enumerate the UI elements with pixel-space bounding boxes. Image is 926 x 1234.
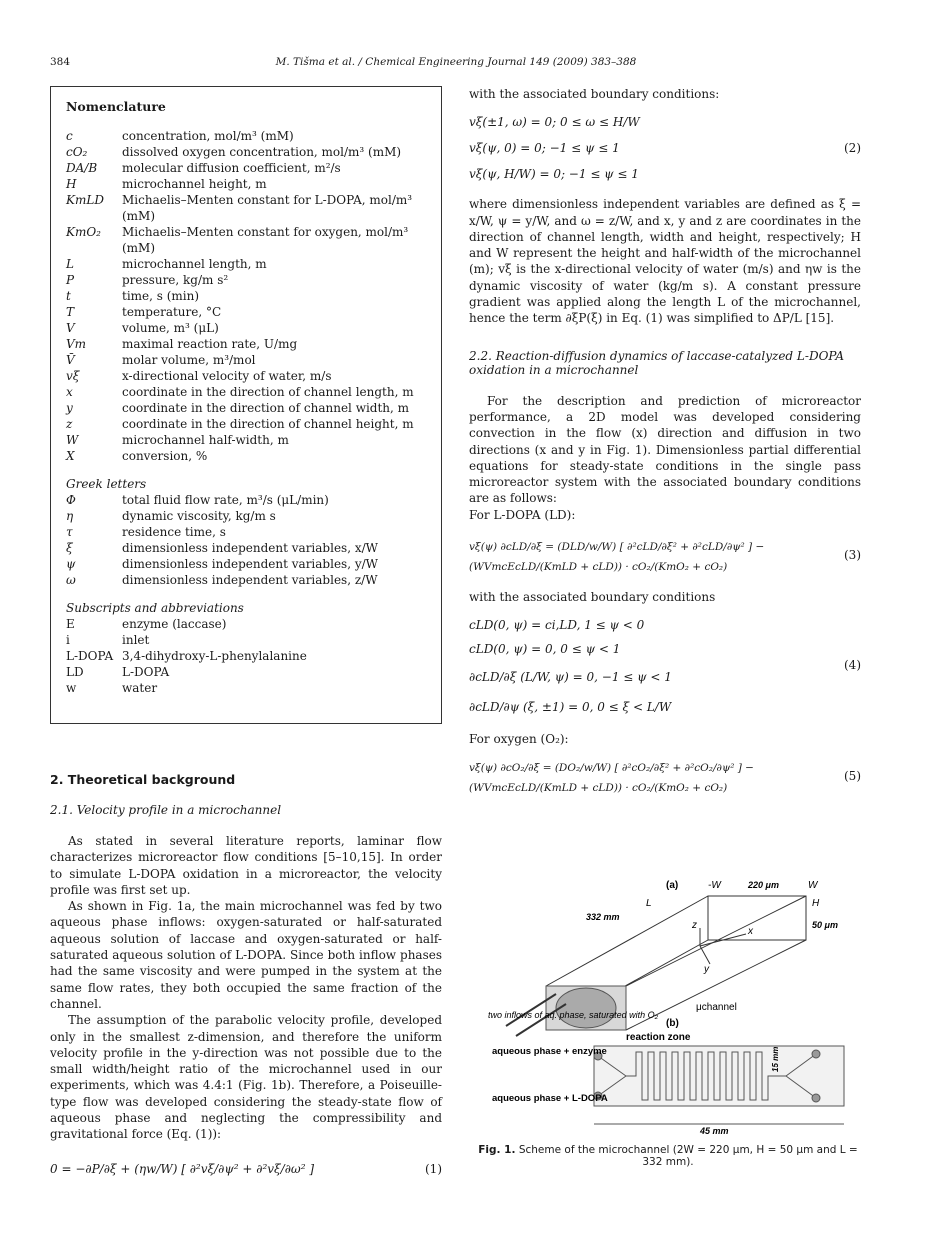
subscripts-title: Subscripts and abbreviations bbox=[66, 601, 244, 615]
nomenclature-row bbox=[66, 256, 427, 272]
nomenclature-row bbox=[66, 192, 427, 224]
equation-1 bbox=[50, 1159, 442, 1179]
definition: time, s (min) bbox=[122, 289, 200, 303]
symbol: P bbox=[66, 273, 75, 287]
definition: 3,4-dihydroxy-L-phenylalanine bbox=[122, 649, 307, 663]
symbol: LD bbox=[66, 665, 84, 679]
definition: conversion, % bbox=[122, 449, 208, 463]
equation-number: (1) bbox=[425, 1161, 442, 1176]
definition: microchannel length, m bbox=[122, 257, 267, 271]
definition: microchannel height, m bbox=[122, 177, 267, 191]
definition: volume, m³ (μL) bbox=[122, 321, 219, 335]
definition: enzyme (laccase) bbox=[122, 617, 227, 631]
nomenclature-row bbox=[66, 632, 427, 648]
channel-edge bbox=[626, 896, 806, 986]
nomenclature-row bbox=[66, 160, 427, 176]
symbol: T bbox=[66, 305, 75, 319]
definition: coordinate in the direction of channel length, m bbox=[122, 385, 414, 399]
outlet-port bbox=[812, 1050, 820, 1058]
paragraph: For the description and prediction of microreactor performance, a 2D model was developed considering convection in the flow (x) direction and diffusion in two directions (x and y in Fig. 1). Dimensionless partial differential equations for steady-state conditions in the single pass microreactor system with the associated boundary conditions are as follows: bbox=[469, 393, 861, 506]
y-label: y bbox=[704, 964, 709, 975]
equation-line: ∂cLD/∂ψ (ξ, ±1) = 0, 0 ≤ ξ < L/W bbox=[469, 700, 672, 715]
page-header bbox=[50, 56, 862, 70]
equation-2 bbox=[469, 112, 861, 184]
label-b: (b) bbox=[666, 1018, 679, 1029]
figure-label: Fig. 1. bbox=[478, 1144, 516, 1156]
figure-caption-text: Scheme of the microchannel (2W = 220 μm, H = 50 μm and L = 332 mm). bbox=[518, 1144, 858, 1168]
nomenclature-row bbox=[66, 288, 427, 304]
length-label: 332 mm bbox=[586, 912, 620, 922]
nomenclature-row bbox=[66, 680, 427, 696]
nomenclature-row bbox=[66, 320, 427, 336]
equation-line: cLD(0, ψ) = ci,LD, 1 ≤ ψ < 0 bbox=[469, 618, 645, 633]
symbol: ω bbox=[66, 573, 76, 587]
symbol: cO₂ bbox=[66, 145, 88, 159]
paragraph: As stated in several literature reports, laminar flow characterizes microreactor flow conditions [5–10,15]. In order to simulate L-DOPA oxidation in a microreactor, the velocity profile was first set up. bbox=[50, 834, 442, 897]
aq-ldopa-label: aqueous phase + L-DOPA bbox=[492, 1093, 608, 1104]
symbol: X bbox=[66, 449, 75, 463]
symbol: x bbox=[66, 385, 73, 399]
definition: L-DOPA bbox=[122, 665, 170, 679]
nomenclature-row bbox=[66, 272, 427, 288]
definition: temperature, °C bbox=[122, 305, 222, 319]
definition: maximal reaction rate, U/mg bbox=[122, 337, 298, 351]
greek-letters-list bbox=[66, 492, 427, 588]
y-axis bbox=[700, 946, 710, 964]
nomenclature-row bbox=[66, 508, 427, 524]
definition: coordinate in the direction of channel width, m bbox=[122, 401, 410, 415]
nomenclature-row bbox=[66, 648, 427, 664]
symbol: KmO₂ bbox=[66, 225, 101, 239]
equation-line: vξ(ψ, H/W) = 0; −1 ≤ ψ ≤ 1 bbox=[469, 167, 639, 182]
inflows-label bbox=[488, 1010, 659, 1020]
nomenclature-row bbox=[66, 556, 427, 572]
symbol: ψ bbox=[66, 557, 76, 571]
nomenclature-row bbox=[66, 664, 427, 680]
equation-3 bbox=[469, 537, 861, 577]
nomenclature-row bbox=[66, 224, 427, 256]
equation-body: vξ(ψ) ∂cLD/∂ξ = (DLD/w/W) [ ∂²cLD/∂ξ² + ∂²cLD/∂ψ² ] − (WVmcEcLD/(KmLD + cLD)) · cO₂/(KmO₂ + cO₂) bbox=[469, 541, 765, 574]
channel-end-face bbox=[708, 896, 806, 940]
symbol: L-DOPA bbox=[66, 649, 114, 663]
definition: dynamic viscosity, kg/m s bbox=[122, 509, 276, 523]
x-label: x bbox=[748, 926, 753, 937]
subscripts-list bbox=[66, 616, 427, 696]
figure-caption bbox=[478, 1144, 858, 1168]
definition: Michaelis–Menten constant for oxygen, mol/m³ (mM) bbox=[122, 225, 409, 255]
equation-number: (3) bbox=[844, 548, 861, 563]
definition: dissolved oxygen concentration, mol/m³ (mM) bbox=[122, 145, 402, 159]
nomenclature-row bbox=[66, 352, 427, 368]
definition: residence time, s bbox=[122, 525, 226, 539]
left-column bbox=[50, 86, 442, 1179]
subsection-title: 2.2. Reaction-diffusion dynamics of laccase-catalyzed L-DOPA oxidation in a microchannel bbox=[469, 348, 845, 377]
equation-line: ∂cLD/∂ξ (L/W, ψ) = 0, −1 ≤ ψ < 1 bbox=[469, 670, 672, 685]
channel-edge bbox=[546, 896, 708, 986]
nomenclature-row bbox=[66, 304, 427, 320]
nomenclature-row bbox=[66, 524, 427, 540]
uchannel-label: μchannel bbox=[696, 1002, 737, 1013]
symbol: i bbox=[66, 633, 70, 647]
nomenclature-row bbox=[66, 400, 427, 416]
nomenclature-row bbox=[66, 416, 427, 432]
parabolic-profile bbox=[556, 988, 616, 1028]
nomenclature-title: Nomenclature bbox=[66, 99, 166, 114]
nomenclature-row bbox=[66, 492, 427, 508]
width-label: 220 μm bbox=[748, 880, 779, 890]
equation-body: 0 = −∂P/∂ξ + (ηw/W) [ ∂²vξ/∂ψ² + ∂²vξ/∂ω² ] bbox=[50, 1161, 315, 1176]
symbol: V̄ bbox=[66, 353, 75, 367]
nomenclature-row bbox=[66, 448, 427, 464]
symbol: t bbox=[66, 289, 71, 303]
nomenclature-row bbox=[66, 144, 427, 160]
greek-letters-title: Greek letters bbox=[66, 477, 147, 491]
nomenclature-box bbox=[50, 86, 442, 724]
dim-15-label: 15 mm bbox=[771, 1046, 780, 1072]
symbol: DA/B bbox=[66, 161, 98, 175]
nomenclature-row bbox=[66, 128, 427, 144]
subsection-title: 2.1. Velocity profile in a microchannel bbox=[50, 803, 282, 817]
paragraph: with the associated boundary conditions bbox=[469, 590, 716, 605]
nomenclature-row bbox=[66, 540, 427, 556]
symbol: Φ bbox=[66, 493, 76, 507]
nomenclature-row bbox=[66, 432, 427, 448]
symbol: τ bbox=[66, 525, 73, 539]
equation-line: cLD(0, ψ) = 0, 0 ≤ ψ < 1 bbox=[469, 642, 621, 657]
symbol: L bbox=[66, 257, 74, 271]
symbol: KmLD bbox=[66, 193, 104, 207]
definition: dimensionless independent variables, z/W bbox=[122, 573, 378, 587]
equation-line: vξ(ψ, 0) = 0; −1 ≤ ψ ≤ 1 bbox=[469, 141, 620, 156]
definition: Michaelis–Menten constant for L-DOPA, mol/m³ (mM) bbox=[122, 193, 413, 223]
definition: total fluid flow rate, m³/s (μL/min) bbox=[122, 493, 329, 507]
paragraph: As shown in Fig. 1a, the main microchannel was fed by two aqueous phase inflows: oxygen-saturated or half-saturated aqueous solution of laccase and oxygen-saturated or half-saturated aqueous solution of L-DOPA. Since both inflow phases had the same viscosity and were pumped in the system at the same flow rates, they both occupied the same fraction of the channel. bbox=[50, 899, 442, 1011]
equation-5 bbox=[469, 758, 861, 798]
symbol: H bbox=[66, 177, 77, 191]
neg-w-label: -W bbox=[708, 880, 721, 891]
definition: molar volume, m³/mol bbox=[122, 353, 256, 367]
definition: coordinate in the direction of channel height, m bbox=[122, 417, 414, 431]
right-column bbox=[469, 86, 861, 798]
equation-number: (4) bbox=[844, 658, 861, 673]
nomenclature-row bbox=[66, 572, 427, 588]
definition: dimensionless independent variables, y/W bbox=[122, 557, 378, 571]
aq-enzyme-label: aqueous phase + enzyme bbox=[492, 1046, 607, 1057]
equation-body: vξ(ψ) ∂cO₂/∂ξ = (DO₂/w/W) [ ∂²cO₂/∂ξ² + ∂²cO₂/∂ψ² ] − (WVmcEcLD/(KmLD + cLD)) · cO₂/(KmO₂ + cO₂) bbox=[469, 761, 754, 794]
symbol: ξ bbox=[66, 541, 73, 555]
symbol: y bbox=[66, 401, 73, 415]
height-label: 50 μm bbox=[812, 920, 838, 930]
definition: pressure, kg/m s² bbox=[122, 273, 229, 287]
nomenclature-list bbox=[66, 128, 427, 464]
definition: microchannel half-width, m bbox=[122, 433, 289, 447]
paragraph: For L-DOPA (LD): bbox=[469, 507, 576, 522]
nomenclature-row bbox=[66, 176, 427, 192]
definition: molecular diffusion coefficient, m²/s bbox=[122, 161, 341, 175]
definition: water bbox=[122, 681, 158, 695]
definition: inlet bbox=[122, 633, 150, 647]
dim-45-label: 45 mm bbox=[700, 1126, 729, 1136]
equation-number: (5) bbox=[844, 768, 861, 783]
section-title: 2. Theoretical background bbox=[50, 772, 236, 787]
symbol: vξ bbox=[66, 369, 80, 383]
symbol: V bbox=[66, 321, 75, 335]
w-label: W bbox=[808, 880, 818, 891]
definition: concentration, mol/m³ (mM) bbox=[122, 129, 294, 143]
paragraph: For oxygen (O₂): bbox=[469, 732, 569, 747]
symbol: Vm bbox=[66, 337, 87, 351]
running-head: M. Tišma et al. / Chemical Engineering Journal 149 (2009) 383–388 bbox=[275, 56, 637, 68]
equation-number: (2) bbox=[844, 141, 861, 156]
microchannel-diagram bbox=[486, 876, 856, 1136]
nomenclature-row bbox=[66, 616, 427, 632]
inflows-text: two inflows of aq. phase, saturated with O₂ bbox=[488, 1010, 659, 1020]
nomenclature-row bbox=[66, 368, 427, 384]
equation-4 bbox=[469, 615, 861, 717]
nomenclature-row bbox=[66, 336, 427, 352]
symbol: W bbox=[66, 433, 79, 447]
definition: dimensionless independent variables, x/W bbox=[122, 541, 378, 555]
paragraph: where dimensionless independent variables are defined as ξ = x/W, ψ = y/W, and ω = z/W, and x, y and z are coordinates in the direction of channel length, width and height, respectively; H and W represent the height and half-width of the microchannel (m); vξ is the x-directional velocity of water (m/s) and ηw is the dynamic viscosity of water (kg/m s). A constant pressure gradient was applied along the length L of the microchannel, hence the term ∂ξP(ξ) in Eq. (1) was simplified to ΔP/L [15]. bbox=[469, 197, 861, 326]
symbol: w bbox=[66, 681, 77, 695]
symbol: c bbox=[66, 129, 73, 143]
paragraph: The assumption of the parabolic velocity profile, developed only in the smallest z-dimension, and therefore the uniform velocity profile in the y-direction was not possible due to the small width/height ratio of the microchannel used in our experiments, which was 4.4:1 (Fig. 1b). Therefore, a Poiseuille-type flow was developed considering the steady-state flow of aqueous phase and neglecting the compressibility and gravitational force (Eq. (1)): bbox=[50, 1013, 442, 1142]
label-a: (a) bbox=[666, 880, 679, 891]
chip-layout bbox=[594, 1046, 844, 1124]
z-label: z bbox=[692, 920, 697, 931]
figure-1 bbox=[486, 876, 856, 1136]
symbol: z bbox=[66, 417, 73, 431]
outlet-port bbox=[812, 1094, 820, 1102]
reaction-zone-label: reaction zone bbox=[626, 1032, 691, 1043]
h-label: H bbox=[812, 898, 820, 909]
symbol: E bbox=[66, 617, 75, 631]
page-number: 384 bbox=[50, 56, 71, 68]
equation-line: vξ(±1, ω) = 0; 0 ≤ ω ≤ H/W bbox=[469, 115, 640, 130]
paragraph: with the associated boundary conditions: bbox=[469, 87, 720, 101]
nomenclature-row bbox=[66, 384, 427, 400]
l-label: L bbox=[646, 898, 652, 909]
definition: x-directional velocity of water, m/s bbox=[122, 369, 332, 383]
symbol: η bbox=[66, 509, 74, 523]
